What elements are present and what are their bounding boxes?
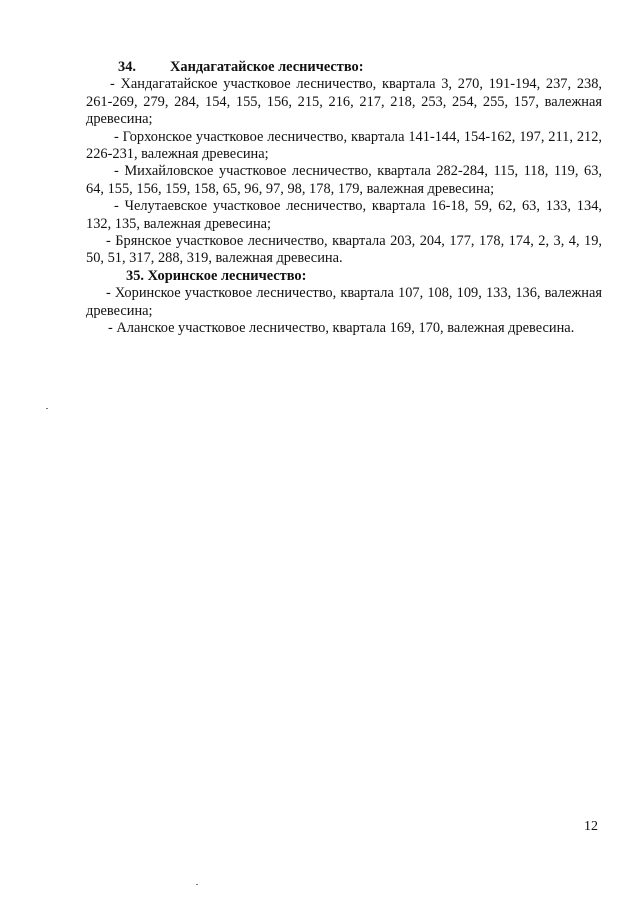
section-number: 34. [118, 59, 136, 75]
entry-alanskoe: - Аланское участковое лесничество, квартала 169, 170, валежная древесина. [108, 320, 575, 337]
scan-speck [196, 884, 198, 885]
entry-mikhaylovskoe: - Михайловское участковое лесничество, квартала 282-284, 115, 118, 119, 63, 64, 155, 156, 159, 158, 65, 96, 97, 98, 178, 179, валежная древесина; [86, 163, 602, 197]
section-title: Хандагатайское лесничество: [170, 59, 364, 75]
entry-khorinskoe: - Хоринское участковое лесничество, квартала 107, 108, 109, 133, 136, валежная древесина; [86, 285, 602, 319]
entry-chelutaevskoe: - Челутаевское участковое лесничество, квартала 16-18, 59, 62, 63, 133, 134, 132, 135, валежная древесина; [86, 198, 602, 232]
scan-speck [46, 408, 48, 409]
entry-bryanskoe: - Брянское участковое лесничество, квартала 203, 204, 177, 178, 174, 2, 3, 4, 19, 50, 51, 317, 288, 319, валежная древесина. [86, 233, 602, 267]
section-heading-35: 35. Хоринское лесничество: [126, 267, 307, 284]
section-heading-34 [86, 59, 602, 76]
entry-gorkhon: - Горхонское участковое лесничество, квартала 141-144, 154-162, 197, 211, 212, 226-231, валежная древесина; [86, 128, 602, 163]
page-number: 12 [584, 819, 598, 834]
entry-khandagatay: - Хандагатайское участковое лесничество, квартала 3, 270, 191-194, 237, 238, 261-269, 279, 284, 154, 155, 156, 215, 216, 217, 218, 253, 254, 255, 157, валежная древесина; [86, 76, 602, 128]
document-body [86, 59, 602, 338]
